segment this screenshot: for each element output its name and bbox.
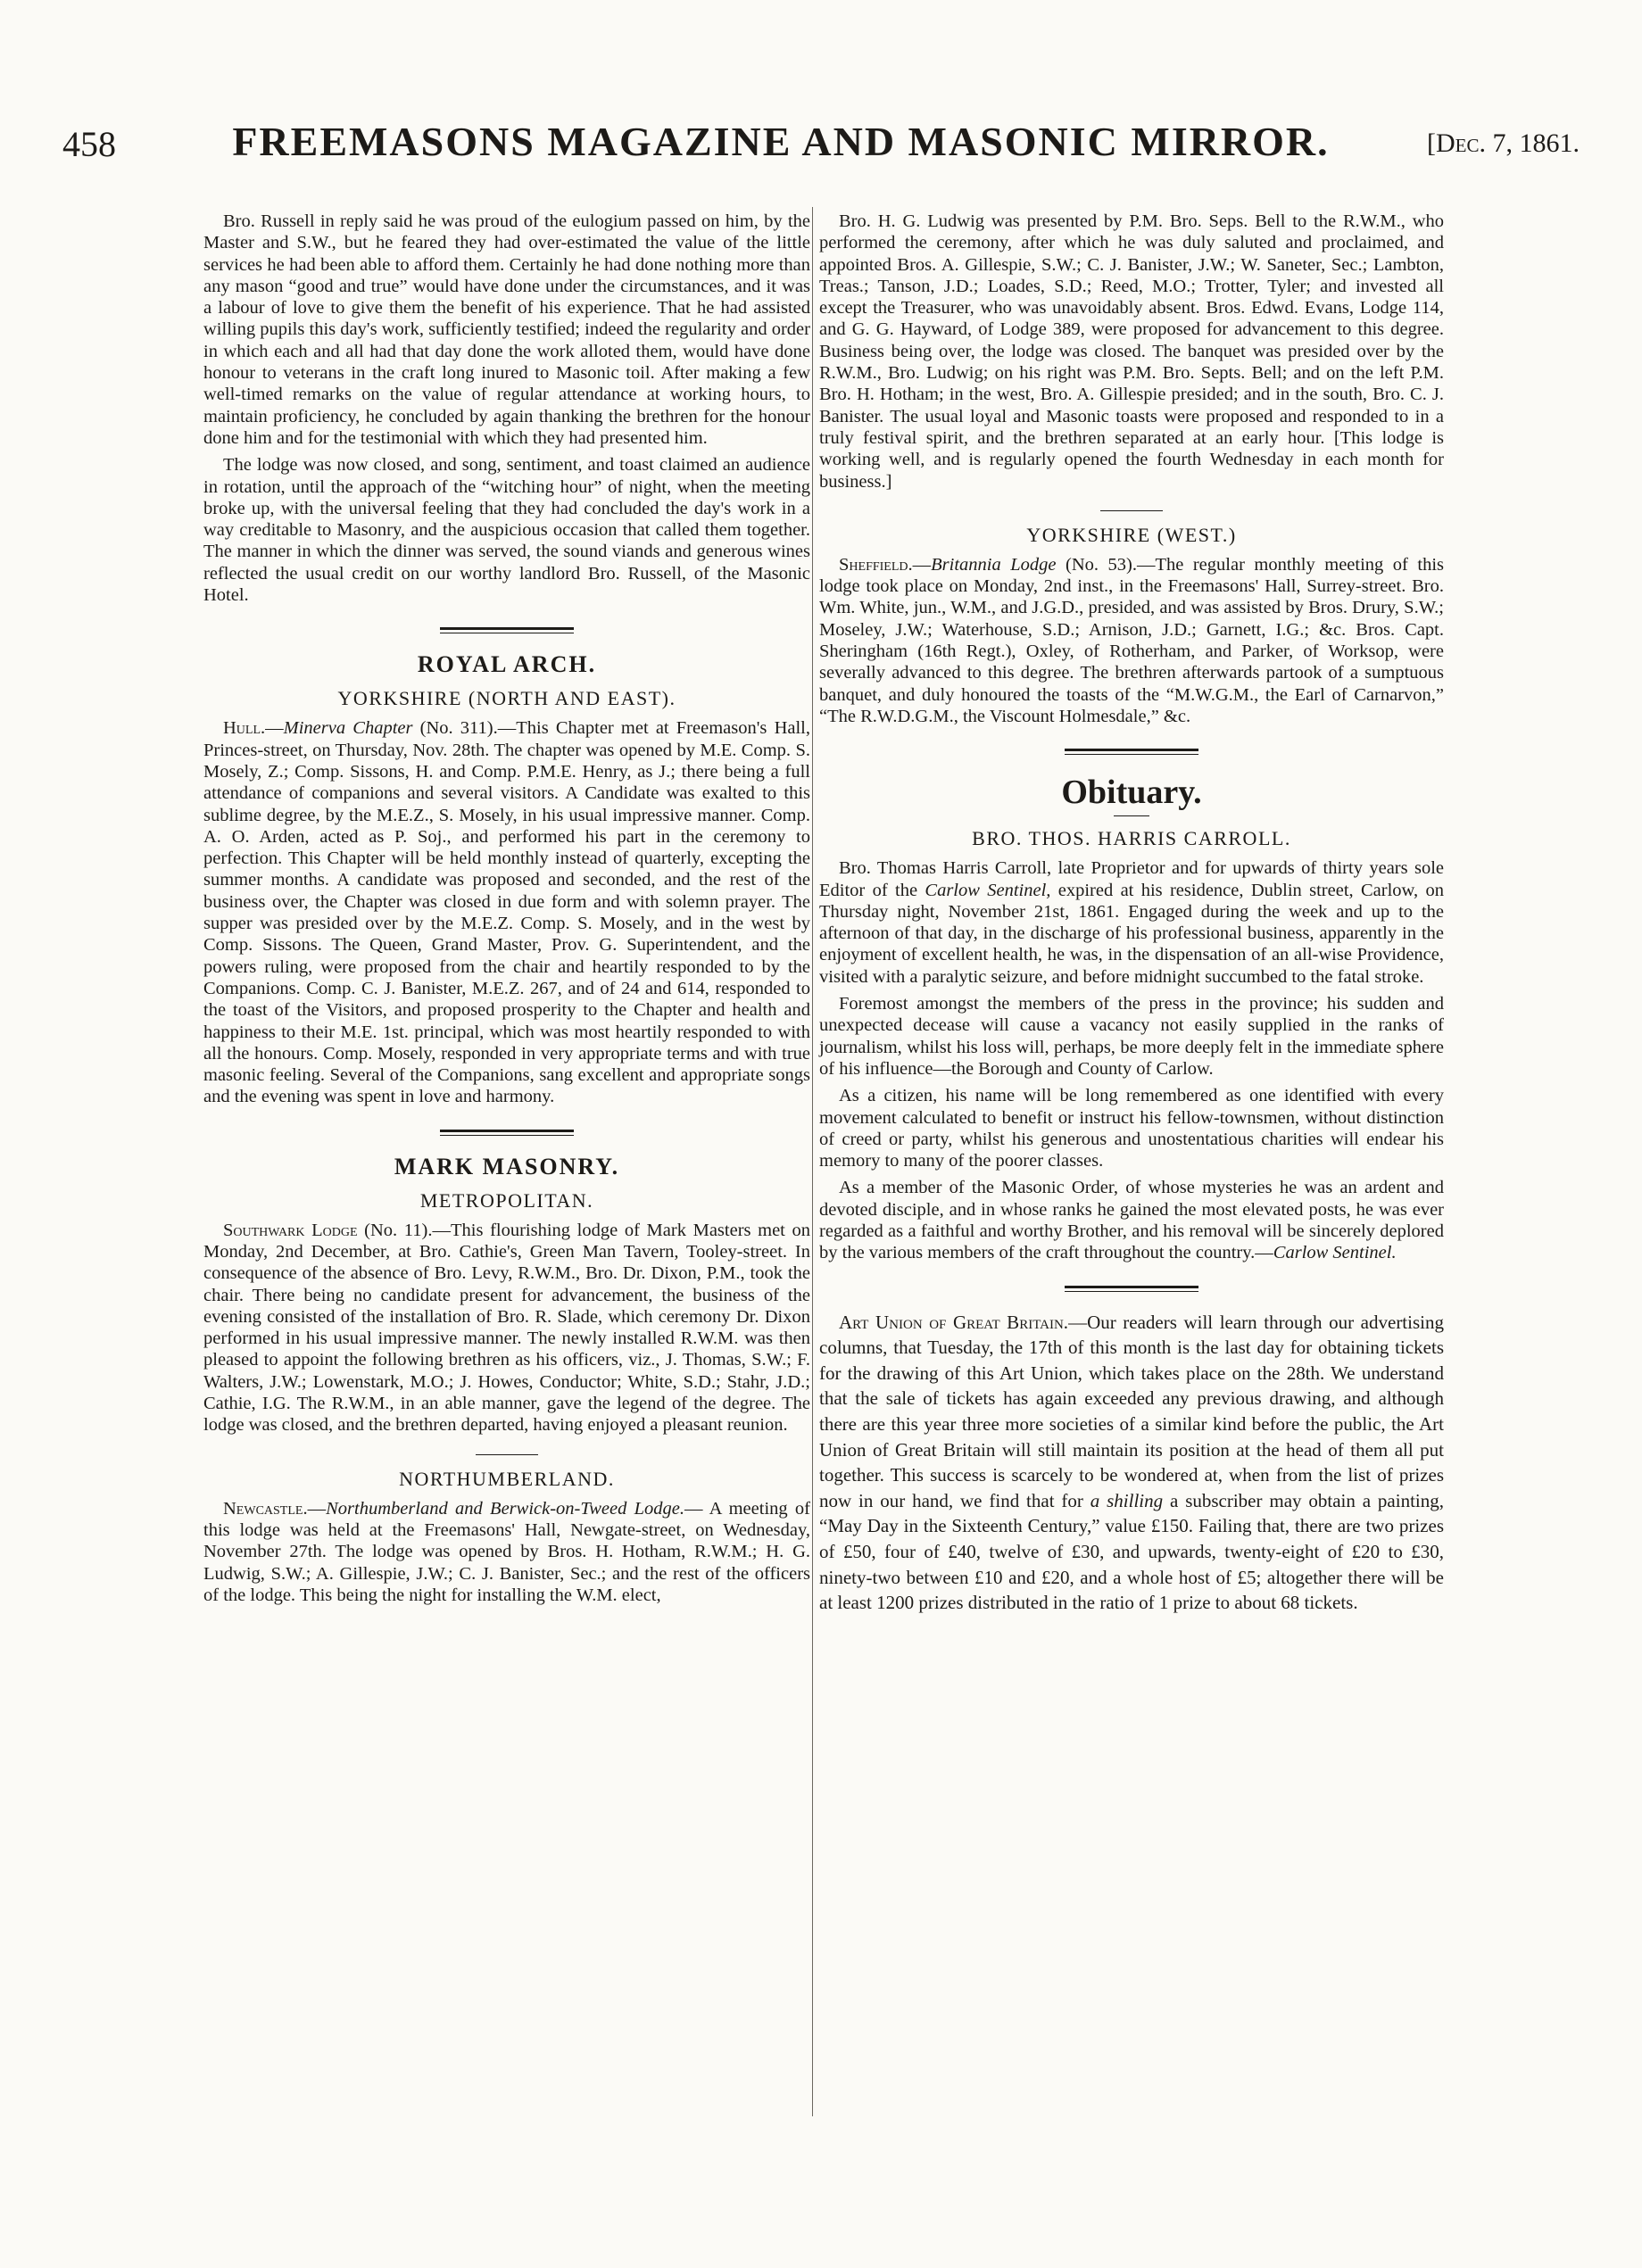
yorkshire-west-heading: YORKSHIRE (WEST.) (1026, 523, 1237, 546)
carlow-sentinel-title: Carlow Sentinel, (925, 880, 1051, 900)
page-header (62, 116, 1580, 170)
hull-place: Hull. (223, 718, 266, 739)
mark-masonry-heading: MARK MASONRY. (394, 1153, 620, 1180)
royal-arch-heading: ROYAL ARCH. (417, 651, 597, 678)
sheffield-lodge-name: Britannia Lodge (931, 554, 1057, 575)
left-column (203, 211, 810, 1611)
obituary-paragraph-1 (819, 857, 1444, 988)
magazine-title: FREEMASONS MAGAZINE AND MASONIC MIRROR. (232, 119, 1330, 164)
art-union-text: a subscriber may obtain a painting, “May Day in the Sixteenth Century,” value £150. Failing that, there are two prizes of £50, four of £40, twelve of £30, and upwards, twenty-eight of £20 to £30, ninety-two between £10 and £20, and a whole host of £5; altogether there will be at least 1200 prizes distributed in the ratio of 1 prize to about 68 tickets. (819, 1489, 1444, 1614)
newcastle-place: Newcastle. (223, 1498, 308, 1519)
newcastle-text: — A meeting of this lodge was held at the Freemasons' Hall, Newgate-street, on Wednesday, November 27th. The lodge was opened by Bros. H. Hotham, R.W.M.; H. G. Ludwig, S.W.; A. Gillespie, J.W.; C. J. Banister, Sec.; and the rest of the officers of the lodge. This being the night for installing the W.M. elect, (203, 1498, 810, 1605)
obit-text: Bro. Thomas Harris Carroll, late Proprietor and for upwards of thirty years sole Editor of the (819, 858, 1444, 900)
obit-text: expired at his residence, Dublin street, Carlow, on Thursday night, November 21st, 1861. Engaged during the week and up to the afternoon of that day, in the discharge of his professional business, apparently in the enjoyment of excellent health, he was, in the dispensation of an all-wise Providence, visited with a paralytic seizure, and before midnight succumbed to the fatal stroke. (819, 880, 1444, 987)
art-union-shilling: a shilling (1090, 1489, 1164, 1511)
metropolitan-heading: METROPOLITAN. (419, 1188, 594, 1212)
obituary-name: BRO. THOS. HARRIS CARROLL. (972, 827, 1291, 850)
art-union-notice (819, 1310, 1444, 1616)
obituary-paragraph-3: As a citizen, his name will be long remembered as one identified with every movement calculated to benefit or instruct his fellow-townsmen, without distinction of creed or party, whilst his generous and unostentatious charities will endear his memory to many of the poorer classes. (819, 1086, 1444, 1171)
lodge-closed-paragraph: The lodge was now closed, and song, sentiment, and toast claimed an audience in rotation, until the approach of the “witching hour” of night, when the meeting broke up, with the universal feeling that they had concluded the day's work in a way creditable to Masonry, and the auspicious occasion that called them together. The manner in which the dinner was served, the sound viands and generous wines reflected the usual credit on our worthy landlord Bro. Russell, of the Masonic Hotel. (203, 455, 810, 606)
art-union-text: —Our readers will learn through our advertising columns, that Tuesday, the 17th of this month is the last day for obtaining tickets for the drawing of this Art Union, which takes place on the 28th. We understand that the sale of tickets has again exceeded any previous drawing, and although there are this year three more societies of a similar kind before the public, the Art Union of Great Britain will still maintain its position at the head of them all put together. This success is scarcely to be wondered at, when from the list of prizes now in our hand, we find that for (819, 1311, 1444, 1511)
right-column (819, 211, 1444, 1621)
newcastle-report: Newcastle.—Northumberland and Berwick-on-Tweed Lodge.— A meeting of this lodge was held at the Freemasons' Hall, Newgate-street, on Wednesday, November 27th. The lodge was opened by Bros. H. Hotham, R.W.M.; H. G. Ludwig, S.W.; A. Gillespie, J.W.; C. J. Banister, Sec.; and the rest of the officers of the lodge. This being the night for installing the W.M. elect, (203, 1498, 810, 1605)
obituary-heading: Obituary. (1061, 774, 1202, 812)
southwark-text: (No. 11).—This flourishing lodge of Mark Masters met on Monday, 2nd December, at Bro. Cathie's, Green Man Tavern, Tooley-street. In consequence of the absence of Bro. Levy, R.W.M., Bro. Dr. Dixon, P.M., took the chair. There being no candidate present for advancement, the business of the evening consisted of the installation of Bro. R. Slade, which ceremony Dr. Dixon performed in his usual impressive manner. The newly installed R.W.M. was then pleased to appoint the following brethren as his officers, viz., J. Thomas, S.W.; F. Walters, J.W.; Lowenstark, M.O.; J. Howes, Conductor; White, S.D.; Stahr, J.D.; Cathie, I.G. The R.W.M., in an able manner, gave the legend of the degree. The lodge was closed, and the brethren departed, having enjoyed a pleasant reunion. (203, 1220, 810, 1436)
tiny-rule (1114, 815, 1149, 816)
southwark-place: Southwark Lodge (223, 1220, 358, 1240)
russell-reply-paragraph: Bro. Russell in reply said he was proud of the eulogium passed on him, by the Master and S.W., but he feared they had over-estimated the value of the little services he had been able to afford them. Certainly he had done nothing more than any mason “good and true” would have done under the circumstances, and it was a labour of love to give them the benefit of his experience. That he had assisted willing pupils this day's work, sufficiently testified; indeed the regularity and order in which each and all had that day done the work alloted them, would have done honour to veterans in the craft long inured to Masonic toil. After making a few well-timed remarks on the value of regular attendance at working hours, to maintain proficiency, he concluded by again thanking the brethren for the honour done him and for the testimonial with which they had presented him. (203, 211, 810, 448)
obituary-paragraph-4 (819, 1177, 1444, 1263)
sheffield-place: Sheffield. (839, 554, 913, 575)
yorkshire-north-east-heading: YORKSHIRE (NORTH AND EAST). (337, 687, 676, 710)
section-rule (1065, 1286, 1198, 1292)
section-rule (440, 627, 574, 633)
southwark-report (203, 1220, 810, 1436)
obituary-paragraph-2: Foremost amongst the members of the press in the province; his sudden and unexpected decease will cause a vacancy not easily supplied in the ranks of journalism, whilst his loss will, perhaps, be more deeply felt in the immediate sphere of his influence—the Borough and County of Carlow. (819, 994, 1444, 1079)
newcastle-lodge-name: Northumberland and Berwick-on-Tweed Lodge. (326, 1498, 685, 1519)
issue-date: [Dec. 7, 1861. (1427, 128, 1580, 158)
carlow-sentinel-credit: Carlow Sentinel. (1273, 1243, 1397, 1263)
section-rule (440, 1130, 574, 1136)
obit-text: As a member of the Masonic Order, of whose mysteries he was an ardent and devoted disciple, and in whose ranks he gained the most elevated posts, he was ever regarded as a faithful and worthy Brother, and his removal will be sincerely deplored by the various members of the craft throughout the country.— (819, 1178, 1444, 1263)
hull-text: (No. 311).—This Chapter met at Freemason's Hall, Princes-street, on Thursday, Nov. 28th. The chapter was opened by M.E. Comp. S. Mosely, Z.; Comp. Sissons, H. and Comp. P.M.E. Henry, as J.; there being a full attendance of companions and several visitors. A Candidate was exalted to this sublime degree, by the M.E.Z., S. Mosely, in his usual impressive manner. Comp. A. O. Arden, acted as P. Soj., and performed his part in the ceremony to perfection. This Chapter will be held monthly instead of quarterly, excepting the summer months. A candidate was proposed and seconded, and the rest of the business over, the Chapter was closed in due form and with solemn prayer. The supper was presided over by the M.E.Z. Comp. S. Mosely, and in the west by Comp. Sissons. The Queen, Grand Master, Prov. G. Superintendent, and the powers ruling, were proposed from the chair and heartily responded to by the Companions. Comp. C. J. Banister, M.E.Z. 267, and of 24 and 614, responded to the toast of the Visitors, and proposed prosperity to the Chapter and health and happiness to their M.E. 1st. principal, which was most heartily responded to with all the honours. Comp. Mosely, responded in very appropriate terms and with true masonic feeling. Several of the Companions, sang excellent and appropriate songs and the evening was spent in love and harmony. (203, 718, 810, 1107)
short-rule (1100, 510, 1163, 511)
northumberland-heading: NORTHUMBERLAND. (399, 1467, 615, 1490)
hull-lodge-name: Minerva Chapter (283, 718, 413, 739)
hull-report: Hull.—Minerva Chapter (No. 311).—This Chapter met at Freemason's Hall, Princes-street, on Thursday, Nov. 28th. The chapter was opened by M.E. Comp. S. Mosely, Z.; Comp. Sissons, H. and Comp. P.M.E. Henry, as J.; there being a full attendance of companions and several visitors. A Candidate was exalted to this sublime degree, by the M.E.Z., S. Mosely, in his usual impressive manner. Comp. A. O. Arden, acted as P. Soj., and performed his part in the ceremony to perfection. This Chapter will be held monthly instead of quarterly, excepting the summer months. A candidate was proposed and seconded, and the rest of the business over, the Chapter was closed in due form and with solemn prayer. The supper was presided over by the M.E.Z. Comp. S. Mosely, and in the west by Comp. Sissons. The Queen, Grand Master, Prov. G. Superintendent, and the powers ruling, were proposed from the chair and heartily responded to by the Companions. Comp. C. J. Banister, M.E.Z. 267, and of 24 and 614, responded to the toast of the Visitors, and proposed prosperity to the Chapter and health and happiness to their M.E. 1st. principal, which was most heartily responded to with all the honours. Comp. Mosely, responded in very appropriate terms and with true masonic feeling. Several of the Companions, sang excellent and appropriate songs and the evening was spent in love and harmony. (203, 718, 810, 1107)
sheffield-text: (No. 53).—The regular monthly meeting of this lodge took place on Monday, 2nd inst., in the Freemasons' Hall, Surrey-street. Bro. Wm. White, jun., W.M., and J.G.D., presided, and was assisted by Bros. Drury, S.W.; Moseley, J.W.; Waterhouse, S.D.; Arnison, J.D.; Garnett, I.G.; &c. Bros. Capt. Sheringham (16th Regt.), Oxley, of Rotherham, and Parker, of Worksop, were severally advanced to this degree. The brethren afterwards partook of a sumptuous banquet, and duly honoured the toasts of the “M.W.G.M., the Earl of Carnarvon,” “The R.W.D.G.M., the Viscount Holmesdale,” &c. (819, 554, 1444, 726)
sheffield-report: Sheffield.—Britannia Lodge (No. 53).—The regular monthly meeting of this lodge took place on Monday, 2nd inst., in the Freemasons' Hall, Surrey-street. Bro. Wm. White, jun., W.M., and J.G.D., presided, and was assisted by Bros. Drury, S.W.; Moseley, J.W.; Waterhouse, S.D.; Arnison, J.D.; Garnett, I.G.; &c. Bros. Capt. Sheringham (16th Regt.), Oxley, of Rotherham, and Parker, of Worksop, were severally advanced to this degree. The brethren afterwards partook of a sumptuous banquet, and duly honoured the toasts of the “M.W.G.M., the Earl of Carnarvon,” “The R.W.D.G.M., the Viscount Holmesdale,” &c. (819, 554, 1444, 726)
column-divider (812, 207, 813, 2116)
page-number: 458 (62, 124, 116, 164)
ludwig-paragraph: Bro. H. G. Ludwig was presented by P.M. Bro. Seps. Bell to the R.W.M., who performed the ceremony, after which he was duly saluted and proclaimed, and appointed Bros. A. Gillespie, S.W.; C. J. Banister, J.W.; W. Saneter, Sec.; Lambton, Treas.; Tanson, J.D.; Loades, S.D.; Reed, M.O.; Trotter, Tyler; and invested all except the Treasurer, who was unavoidably absent. Bros. Edwd. Evans, Lodge 114, and G. G. Hayward, of Lodge 389, were proposed for advancement to this degree. Business being over, the lodge was closed. The banquet was presided over by the R.W.M., Bro. Ludwig; on his right was P.M. Bro. Septs. Bell; and on the left P.M. Bro. H. Hotham; in the west, Bro. A. Gillespie presided; and in the south, Bro. C. J. Banister. The usual loyal and Masonic toasts were proposed and responded to in a truly festival spirit, and the brethren separated at an early hour. [This lodge is working well, and is regularly opened the fourth Wednesday in each month for business.] (819, 211, 1444, 492)
section-rule (1065, 749, 1198, 755)
art-union-place: Art Union of Great Britain. (839, 1311, 1069, 1333)
short-rule (476, 1454, 538, 1455)
art-union-paragraph (819, 1310, 1444, 1616)
